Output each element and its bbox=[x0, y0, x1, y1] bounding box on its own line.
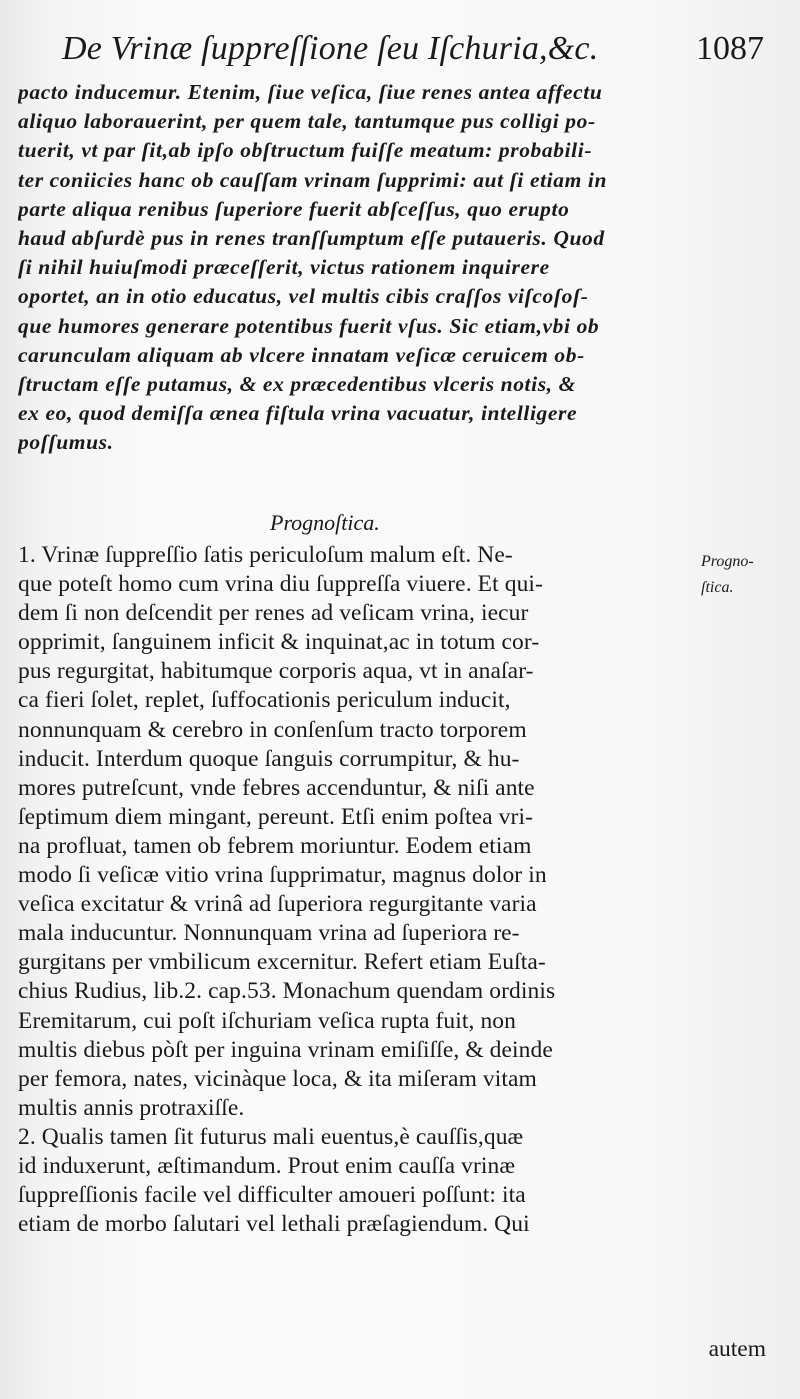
text-line: haud abſurdè pus in renes tranſſumptum eſſe putaueris. Quod bbox=[18, 226, 605, 251]
text-line: modo ſi veſicæ vitio vrina ſupprimatur, magnus dolor in bbox=[18, 862, 547, 889]
text-line: multis annis protraxiſſe. bbox=[18, 1094, 245, 1121]
text-line: ſeptimum diem mingant, pereunt. Etſi enim poſtea vri- bbox=[18, 803, 534, 830]
running-head: De Vrinæ ſuppreſſione ſeu Iſchuria,&c. bbox=[62, 30, 599, 67]
text-line: etiam de morbo ſalutari vel lethali præſagiendum. Qui bbox=[18, 1211, 530, 1238]
text-line: nonnunquam & cerebro in conſenſum tracto torporem bbox=[18, 716, 527, 743]
text-line: chius Rudius, lib.2. cap.53. Monachum quendam ordinis bbox=[18, 978, 556, 1005]
text-line: que humores generare potentibus fuerit vſus. Sic etiam,vbi ob bbox=[18, 313, 600, 338]
text-line: mala inducuntur. Nonnunquam vrina ad ſuperiora re- bbox=[18, 920, 520, 947]
text-line: multis diebus pòſt per inguina vrinam emiſiſſe, & deinde bbox=[18, 1036, 553, 1063]
text-line: aliquo laborauerint, per quem tale, tantumque pus colligi po- bbox=[18, 109, 596, 134]
text-line: pus regurgitat, habitumque corporis aqua, vt in anaſar- bbox=[18, 658, 534, 685]
text-line: gurgitans per vmbilicum excernitur. Refert etiam Euſta- bbox=[18, 949, 546, 976]
text-line: tuerit, vt par ſit,ab ipſo obſtructum fuiſſe meatum: probabili- bbox=[18, 138, 593, 163]
italic-paragraph bbox=[18, 78, 782, 458]
text-line: que poteſt homo cum vrina diu ſuppreſſa viuere. Et qui- bbox=[18, 571, 543, 598]
text-line: inducit. Interdum quoque ſanguis corrumpitur, & hu- bbox=[18, 745, 520, 772]
text-line: ex eo, quod demiſſa ænea fiſtula vrina vacuatur, intelligere bbox=[18, 401, 578, 426]
text-line: opprimit, ſanguinem inficit & inquinat,ac in totum cor- bbox=[18, 629, 540, 656]
margin-note-line: Progno- bbox=[701, 553, 754, 570]
margin-note bbox=[701, 549, 754, 601]
prognostica-body bbox=[18, 541, 698, 1239]
text-line: 1. Vrinæ ſuppreſſio ſatis periculoſum malum eſt. Ne- bbox=[18, 542, 513, 568]
text-line: carunculam aliquam ab vlcere innatam veſicæ ceruicem ob- bbox=[18, 342, 585, 367]
text-line: 2. Qualis tamen ſit futurus mali euentus,è cauſſis,quæ bbox=[18, 1123, 524, 1150]
text-line: Eremitarum, cui poſt iſchuriam veſica rupta fuit, non bbox=[18, 1007, 516, 1034]
page-header bbox=[28, 28, 768, 76]
text-line: ſi nihil huiuſmodi præceſſerit, victus rationem inquirere bbox=[18, 255, 550, 280]
text-line: ſuppreſſionis facile vel difficulter amoueri poſſunt: ita bbox=[18, 1182, 526, 1209]
text-line: mores putreſcunt, vnde febres accenduntur, & niſi ante bbox=[18, 774, 535, 801]
margin-note-line: ſtica. bbox=[701, 579, 734, 596]
text-line: parte aliqua renibus ſuperiore fuerit abſceſſus, quo erupto bbox=[18, 196, 570, 221]
catchword: autem bbox=[708, 1336, 766, 1362]
text-line: oportet, an in otio educatus, vel multis cibis craſſos viſcoſoſ- bbox=[18, 284, 589, 309]
text-line: id induxerunt, æſtimandum. Prout enim cauſſa vrinæ bbox=[18, 1152, 516, 1179]
text-line: ſtructam eſſe putamus, & ex præcedentibus vlceris notis, & bbox=[18, 372, 576, 397]
text-line: per femora, nates, vicinàque loca, & ita miſeram vitam bbox=[18, 1065, 537, 1092]
text-line: dem ſi non deſcendit per renes ad veſicam vrina, iecur bbox=[18, 600, 529, 627]
text-line: pacto inducemur. Etenim, ſiue veſica, ſiue renes antea affectu bbox=[18, 80, 603, 104]
text-line: veſica excitatur & vrinâ ad ſuperiora regurgitante varia bbox=[18, 891, 537, 918]
section-title: Prognoſtica. bbox=[270, 510, 380, 535]
text-line: poſſumus. bbox=[18, 430, 114, 455]
text-line: ca fieri ſolet, replet, ſuffocationis periculum inducit, bbox=[18, 687, 511, 714]
text-line: ter coniicies hanc ob cauſſam vrinam ſupprimi: aut ſi etiam in bbox=[18, 167, 608, 192]
text-line: na profluat, tamen ob febrem moriuntur. Eodem etiam bbox=[18, 832, 532, 859]
page-number: 1087 bbox=[696, 30, 764, 67]
